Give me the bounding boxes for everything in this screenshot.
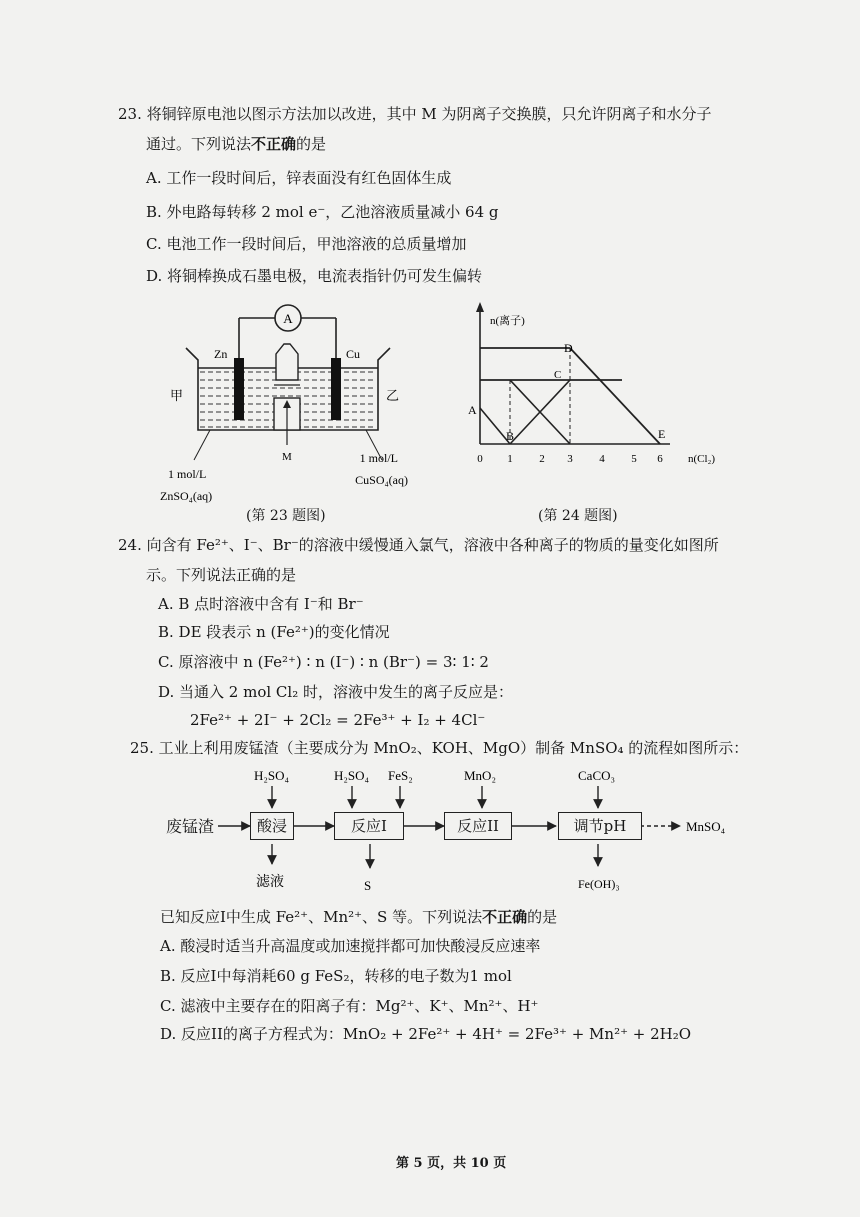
q24-option-a: A. B 点时溶液中含有 I⁻和 Br⁻ [158, 595, 364, 613]
svg-text:B: B [506, 429, 515, 443]
q24-option-d-equation: 2Fe²⁺ + 2I⁻ + 2Cl₂ = 2Fe³⁺ + I₂ + 4Cl⁻ [190, 711, 486, 729]
ammeter-label: A [283, 311, 293, 326]
q24-option-c: C. 原溶液中 n (Fe²⁺) ∶ n (I⁻) ∶ n (Br⁻) = 3∶ 1∶ 2 [158, 653, 489, 671]
svg-text:4: 4 [599, 453, 605, 465]
q23-option-b: B. 外电路每转移 2 mol e⁻，乙池溶液质量减小 64 g [146, 203, 499, 221]
cu-electrode [331, 358, 341, 420]
q24-option-d: D. 当通入 2 mol Cl₂ 时，溶液中发生的离子反应是： [158, 683, 513, 701]
ion-amount-graph [460, 296, 740, 476]
svg-text:FeS₂: FeS₂ [388, 768, 413, 783]
q25-known-line: 已知反应I中生成 Fe²⁺、Mn²⁺、S 等。下列说法不正确的是 [160, 908, 558, 926]
q23-option-a: A. 工作一段时间后，锌表面没有红色固体生成 [146, 169, 452, 187]
q25-option-a: A. 酸浸时适当升高温度或加速搅拌都可加快酸浸反应速率 [160, 937, 541, 955]
q23-option-d: D. 将铜棒换成石墨电极，电流表指针仍可发生偏转 [146, 267, 483, 285]
svg-text:2: 2 [539, 453, 545, 465]
svg-text:M: M [282, 451, 292, 463]
svg-text:MnSO₄: MnSO₄ [686, 819, 726, 834]
q24-stem-line1: 24. 向含有 Fe²⁺、I⁻、Br⁻的溶液中缓慢通入氯气，溶液中各种离子的物质的量变化如图所 [118, 536, 719, 554]
svg-text:n(Cl₂): n(Cl₂) [688, 453, 716, 465]
svg-text:1 mol/L: 1 mol/L [168, 467, 207, 481]
flow-step-adjust-ph: 调节pH [558, 812, 642, 840]
q23-option-c: C. 电池工作一段时间后，甲池溶液的总质量增加 [146, 235, 467, 253]
figure24-caption: (第 24 题图) [538, 508, 618, 524]
zn-electrode [234, 358, 244, 420]
svg-text:H₂SO₄: H₂SO₄ [254, 768, 290, 783]
svg-text:滤液: 滤液 [256, 875, 284, 890]
svg-text:H₂SO₄: H₂SO₄ [334, 768, 370, 783]
q25-option-c: C. 滤液中主要存在的阳离子有：Mg²⁺、K⁺、Mn²⁺、H⁺ [160, 997, 539, 1015]
svg-text:MnO₂: MnO₂ [464, 768, 496, 783]
svg-text:S: S [364, 878, 372, 893]
q25-option-d: D. 反应II的离子方程式为：MnO₂ + 2Fe²⁺ + 4H⁺ = 2Fe³⁺ + Mn²⁺ + 2H₂O [160, 1025, 692, 1043]
svg-text:6: 6 [657, 453, 663, 465]
svg-text:D: D [564, 341, 573, 355]
svg-text:n(离子): n(离子) [490, 315, 525, 327]
q23-stem-line2: 通过。下列说法不正确的是 [146, 135, 327, 153]
x-tick-labels [477, 453, 663, 465]
figure23-caption: (第 23 题图) [246, 508, 326, 524]
svg-text:A: A [468, 403, 477, 417]
flow-step-reaction2: 反应II [444, 812, 512, 840]
svg-text:ZnSO₄(aq): ZnSO₄(aq) [160, 489, 213, 503]
svg-text:CaCO₃: CaCO₃ [578, 768, 616, 783]
svg-text:5: 5 [631, 453, 637, 465]
q25-option-b: B. 反应I中每消耗60 g FeS₂，转移的电子数为1 mol [160, 967, 512, 985]
flow-step-acid-leach: 酸浸 [250, 812, 294, 840]
svg-text:C: C [554, 369, 562, 381]
svg-text:甲: 甲 [170, 388, 184, 403]
svg-text:1 mol/L: 1 mol/L [359, 451, 398, 465]
galvanic-cell-figure [150, 290, 410, 530]
flow-start-label: 废锰渣 [166, 817, 215, 836]
q25-stem: 25. 工业上利用废锰渣（主要成分为 MnO₂、KOH、MgO）制备 MnSO₄ 的流程如图所示： [130, 739, 749, 757]
page-footer: 第 5 页，共 10 页 [396, 1156, 507, 1171]
svg-text:乙: 乙 [386, 388, 400, 403]
svg-text:Cu: Cu [346, 347, 361, 361]
svg-text:Fe(OH)₃: Fe(OH)₃ [578, 877, 620, 891]
svg-text:0: 0 [477, 453, 483, 465]
q24-stem-line2: 示。下列说法正确的是 [146, 566, 297, 584]
q23-stem-line1: 23. 将铜锌原电池以图示方法加以改进，其中 M 为阴离子交换膜，只允许阴离子和水分子 [118, 105, 712, 123]
q25-emphasis: 不正确 [482, 908, 528, 926]
svg-text:3: 3 [567, 453, 573, 465]
svg-text:Zn: Zn [214, 347, 228, 361]
q23-emphasis: 不正确 [251, 135, 297, 153]
q24-option-b: B. DE 段表示 n (Fe²⁺)的变化情况 [158, 623, 390, 641]
svg-text:E: E [658, 427, 666, 441]
svg-text:CuSO₄(aq): CuSO₄(aq) [355, 473, 408, 487]
svg-text:1: 1 [507, 453, 513, 465]
flow-step-reaction1: 反应I [334, 812, 404, 840]
